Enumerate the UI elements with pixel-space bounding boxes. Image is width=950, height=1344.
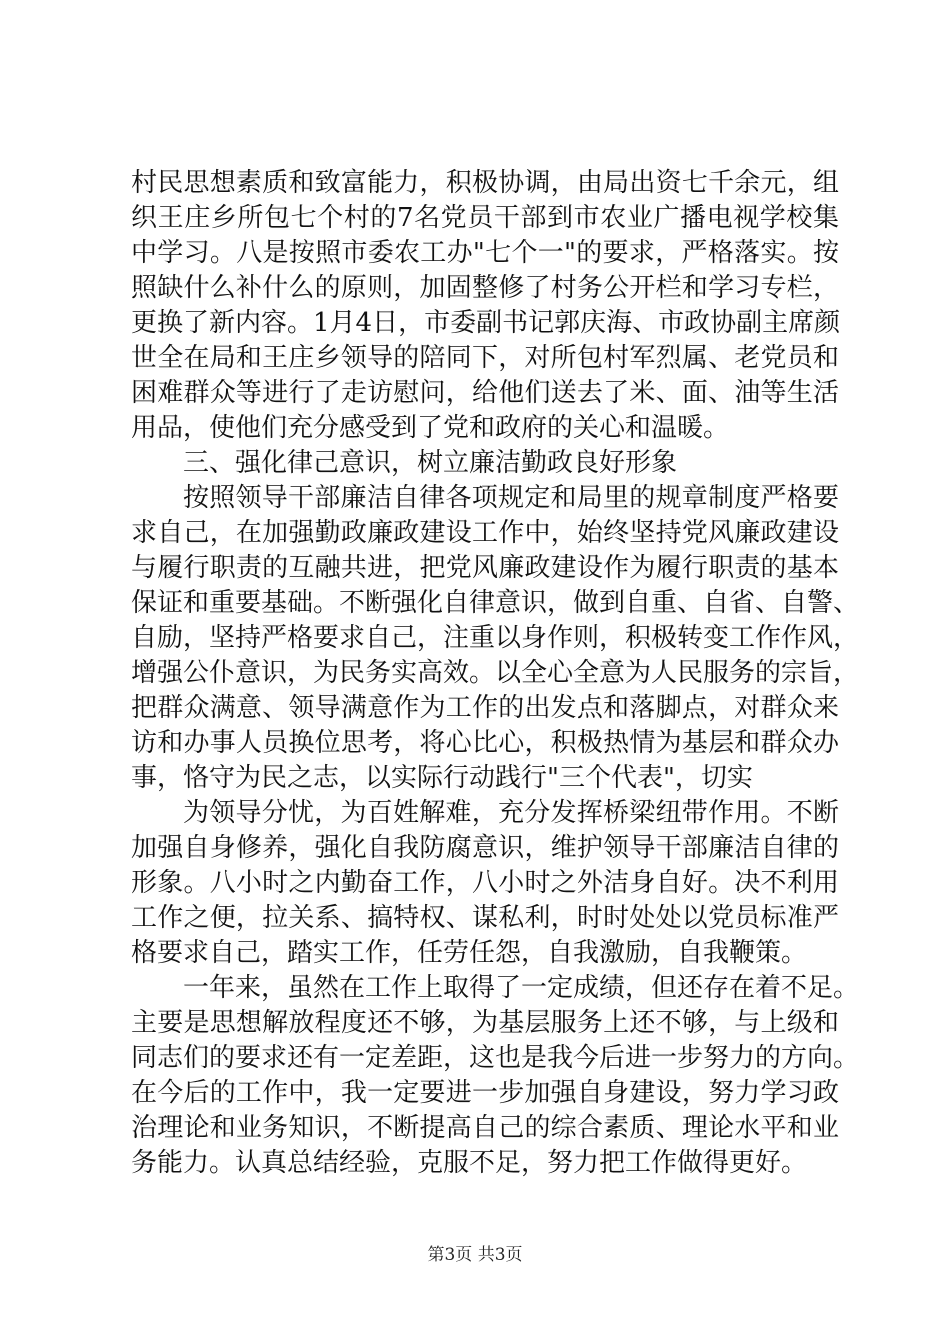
text-line: 困难群众等进行了走访慰问，给他们送去了米、面、油等生活 bbox=[131, 378, 839, 408]
text-line: 加强自身修养，强化自我防腐意识，维护领导干部廉洁自律的 bbox=[131, 833, 839, 863]
text-line: 治理论和业务知识，不断提高自己的综合素质、理论水平和业 bbox=[131, 1113, 839, 1143]
text-line: 用品，使他们充分感受到了党和政府的关心和温暖。 bbox=[131, 413, 730, 443]
section-heading bbox=[131, 446, 839, 481]
text-line: 自励，坚持严格要求自己，注重以身作则，积极转变工作作风， bbox=[131, 623, 860, 653]
text-line: 按照领导干部廉洁自律各项规定和局里的规章制度严格要 bbox=[183, 483, 839, 513]
text-line: 工作之便，拉关系、搞特权、谋私利，时时处处以党员标准严 bbox=[131, 903, 839, 933]
text-line: 求自己，在加强勤政廉政建设工作中，始终坚持党风廉政建设 bbox=[131, 518, 839, 548]
text-line: 务能力。认真总结经验，克服不足，努力把工作做得更好。 bbox=[131, 1148, 808, 1178]
text-line: 织王庄乡所包七个村的7名党员干部到市农业广播电视学校集 bbox=[131, 203, 839, 233]
document-body bbox=[131, 166, 860, 1181]
text-line: 更换了新内容。1月4日，市委副书记郭庆海、市政协副主席颜 bbox=[131, 308, 841, 338]
text-line: 中学习。八是按照市委农工办"七个一"的要求，严格落实。按 bbox=[131, 238, 839, 268]
paragraph-p5 bbox=[131, 971, 860, 1181]
text-line: 同志们的要求还有一定差距，这也是我今后进一步努力的方向。 bbox=[131, 1043, 860, 1073]
paragraph-p3 bbox=[131, 481, 860, 796]
text-line: 增强公仆意识，为民务实高效。以全心全意为人民服务的宗旨， bbox=[131, 658, 860, 688]
text-line: 事，恪守为民之志，以实际行动践行"三个代表"，切实 bbox=[131, 763, 753, 793]
page-number-label: 第3页 共3页 bbox=[427, 1245, 523, 1265]
text-line: 保证和重要基础。不断强化自律意识，做到自重、自省、自警、 bbox=[131, 588, 860, 618]
heading-line: 三、强化律己意识，树立廉洁勤政良好形象 bbox=[183, 448, 678, 478]
text-line: 形象。八小时之内勤奋工作，八小时之外洁身自好。决不利用 bbox=[131, 868, 839, 898]
text-line: 世全在局和王庄乡领导的陪同下，对所包村军烈属、老党员和 bbox=[131, 343, 839, 373]
paragraph-p1 bbox=[131, 166, 839, 446]
text-line: 访和办事人员换位思考，将心比心，积极热情为基层和群众办 bbox=[131, 728, 839, 758]
text-line: 与履行职责的互融共进，把党风廉政建设作为履行职责的基本 bbox=[131, 553, 839, 583]
paragraph-p4 bbox=[131, 796, 839, 971]
page-footer bbox=[0, 1244, 950, 1266]
text-line: 村民思想素质和致富能力，积极协调，由局出资七千余元，组 bbox=[131, 168, 839, 198]
text-line: 把群众满意、领导满意作为工作的出发点和落脚点，对群众来 bbox=[131, 693, 839, 723]
text-line: 为领导分忧，为百姓解难，充分发挥桥梁纽带作用。不断 bbox=[183, 798, 839, 828]
text-line: 在今后的工作中，我一定要进一步加强自身建设，努力学习政 bbox=[131, 1078, 839, 1108]
text-line: 一年来，虽然在工作上取得了一定成绩，但还存在着不足。 bbox=[183, 973, 860, 1003]
text-line: 主要是思想解放程度还不够，为基层服务上还不够，与上级和 bbox=[131, 1008, 839, 1038]
text-line: 照缺什么补什么的原则，加固整修了村务公开栏和学习专栏， bbox=[131, 273, 839, 303]
text-line: 格要求自己，踏实工作，任劳任怨，自我激励，自我鞭策。 bbox=[131, 938, 808, 968]
